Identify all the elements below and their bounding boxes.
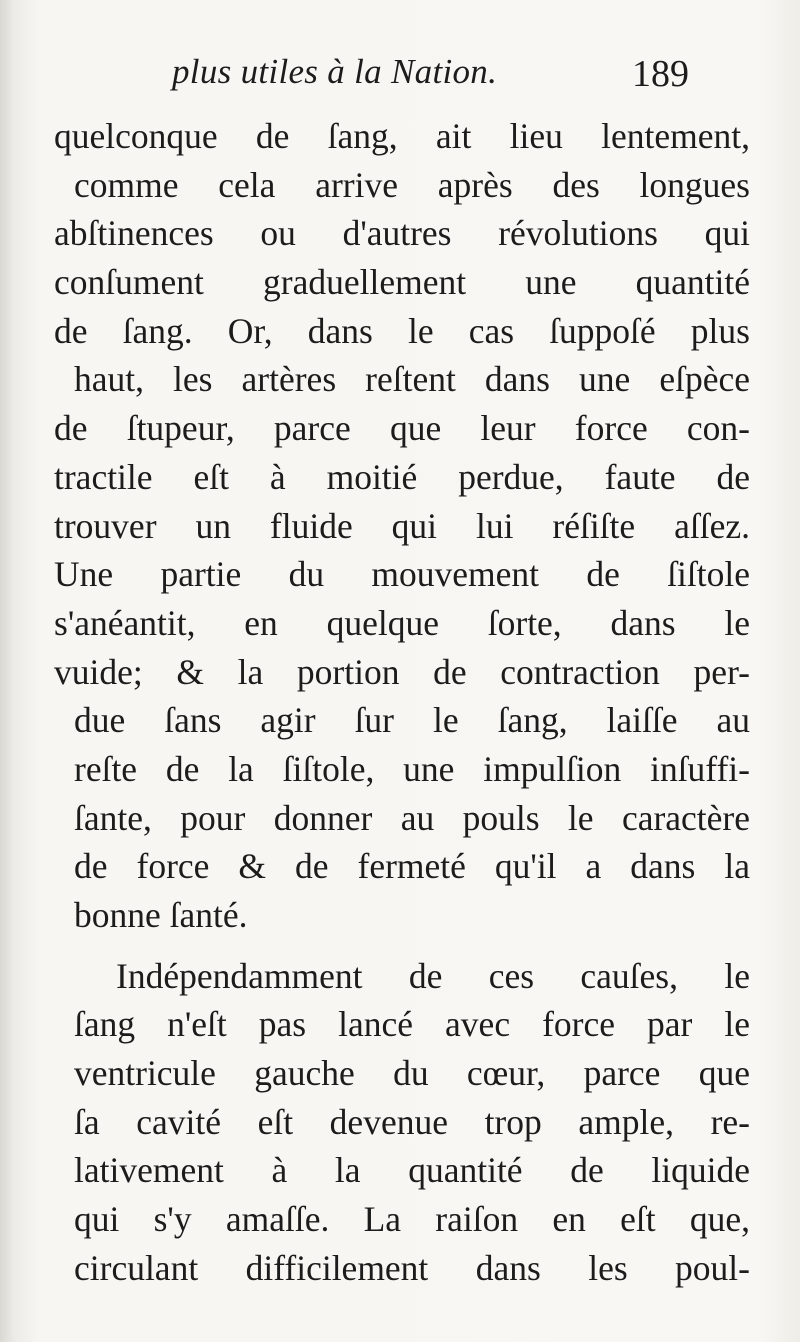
text-line: ſa cavité eſt devenue trop ample, re- — [74, 1101, 750, 1142]
text-line: reſte de la ſiſtole, une impulſion inſuffi- — [74, 748, 750, 789]
paragraph-1 — [54, 112, 750, 940]
text-line: tractile eſt à moitié perdue, faute de — [54, 456, 750, 497]
text-line: de ſang. Or, dans le cas ſuppoſé plus — [54, 310, 750, 351]
text-line: comme cela arrive après des longues — [74, 164, 750, 205]
text-line: abſtinences ou d'autres révolutions qui — [54, 213, 750, 254]
page-number: 189 — [632, 53, 689, 95]
paragraph-2 — [54, 952, 750, 1293]
text-line: Indépendamment de ces cauſes, le — [116, 955, 750, 996]
text-line: bonne ſanté. — [74, 895, 248, 935]
text-line: vuide; & la portion de contraction per- — [54, 651, 750, 692]
text-line: circulant difficilement dans les poul- — [74, 1247, 750, 1288]
text-line: haut, les artères reſtent dans une eſpèce — [74, 359, 750, 400]
text-line: Une partie du mouvement de ſiſtole — [54, 554, 750, 595]
text-line: de force & de fermeté qu'il a dans la — [74, 846, 750, 887]
text-line: s'anéantit, en quelque ſorte, dans le — [54, 602, 750, 643]
text-line: de ſtupeur, parce que leur force con- — [54, 408, 750, 449]
text-line: qui s'y amaſſe. La raiſon en eſt que, — [74, 1199, 750, 1240]
paragraph-gap — [54, 940, 750, 952]
text-line: ſante, pour donner au pouls le caractère — [74, 797, 750, 838]
text-line: due ſans agir ſur le ſang, laiſſe au — [74, 700, 750, 741]
running-title: plus utiles à la Nation. — [172, 52, 498, 91]
body-text — [54, 112, 750, 1293]
text-line: ſang n'eſt pas lancé avec force par le — [74, 1004, 750, 1045]
text-line: ventricule gauche du cœur, parce que — [74, 1053, 750, 1094]
text-line: quelconque de ſang, ait lieu lentement, — [54, 116, 750, 156]
page-header — [0, 52, 800, 102]
text-line: trouver un fluide qui lui réſiſte aſſez. — [54, 505, 750, 546]
text-line: conſument graduellement une quantité — [54, 262, 750, 303]
text-line: lativement à la quantité de liquide — [74, 1150, 750, 1191]
